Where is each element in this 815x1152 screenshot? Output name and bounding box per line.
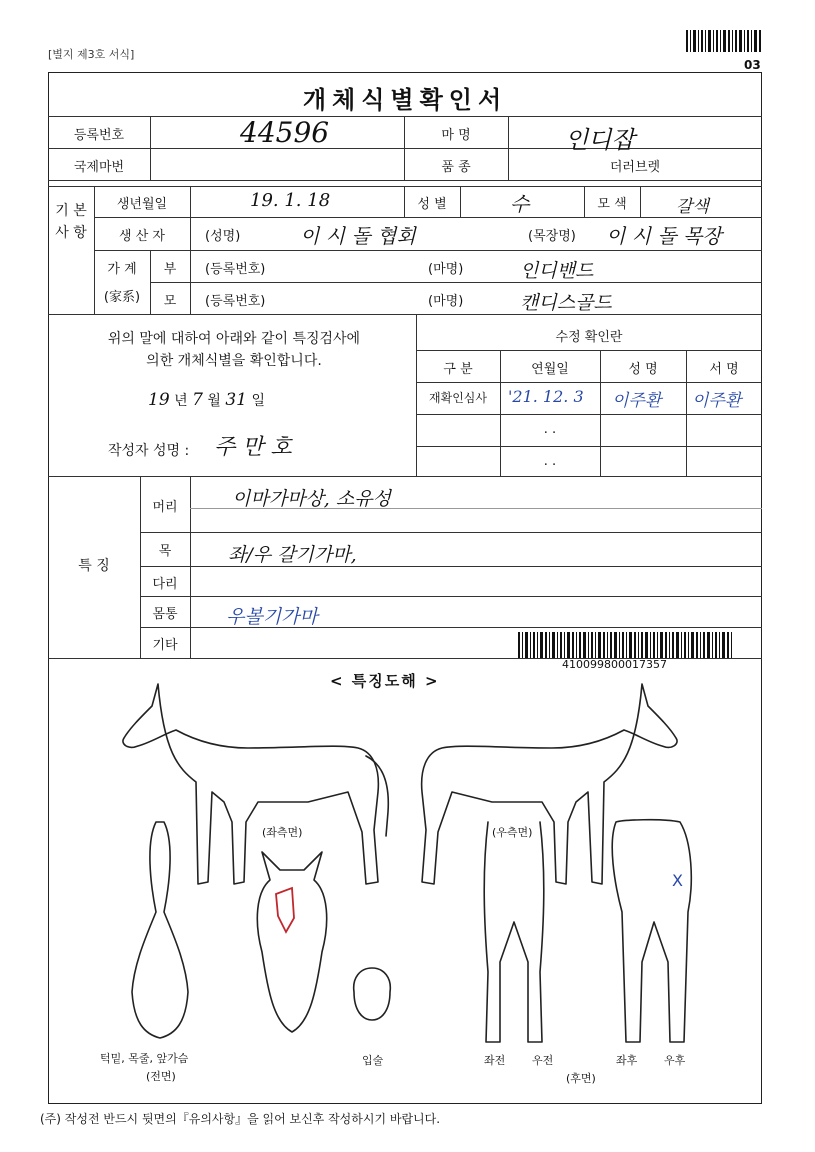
revision-col-sign: 서 명 bbox=[709, 362, 739, 377]
confirm-day: 31 bbox=[225, 390, 247, 410]
middle-barcode bbox=[518, 632, 736, 658]
revision-row2-date: . . bbox=[543, 422, 557, 437]
body-label: 몸통 bbox=[152, 607, 178, 622]
confirm-date bbox=[148, 390, 265, 410]
confirm-year: 19 bbox=[148, 390, 170, 410]
features-section-label: 특 징 bbox=[78, 558, 110, 574]
sire-name-value: 인디밴드 bbox=[520, 260, 594, 282]
birth-label: 생년월일 bbox=[116, 197, 168, 212]
dam-reg-label: (등록번호) bbox=[205, 294, 266, 309]
lips-caption: 입술 bbox=[362, 1054, 384, 1067]
rear-view bbox=[612, 820, 691, 1042]
family-label-hanja: (家系) bbox=[103, 290, 141, 305]
sex-label: 성 별 bbox=[417, 197, 447, 212]
front-right-caption: 우전 bbox=[532, 1054, 554, 1067]
front-left-caption: 좌전 bbox=[484, 1054, 506, 1067]
other-label: 기타 bbox=[152, 638, 178, 653]
writer-label: 작성자 성명 : bbox=[108, 443, 190, 459]
breed-value: 더러브렛 bbox=[609, 160, 661, 175]
revision-row1-name: 이주환 bbox=[612, 391, 662, 411]
month-label: 월 bbox=[207, 393, 221, 409]
sire-label: 부 bbox=[163, 262, 177, 277]
head-value: 이마가마상, 소유성 bbox=[232, 488, 391, 510]
body-value: 우볼기가마 bbox=[226, 606, 318, 628]
barcode-number: 410099800017357 bbox=[562, 658, 667, 671]
front-caption: 턱밑, 목줄, 앞가슴 bbox=[100, 1052, 189, 1065]
dam-name-value: 캔디스골드 bbox=[520, 292, 612, 314]
right-side-horse bbox=[422, 684, 677, 884]
breeder-name-value: 이 시 돌 협회 bbox=[300, 224, 416, 248]
horse-diagram bbox=[48, 672, 762, 1102]
confirm-statement-line2: 의한 개체식별을 확인합니다. bbox=[146, 353, 322, 369]
breeder-label: 생 산 자 bbox=[119, 229, 165, 244]
revision-col-type: 구 분 bbox=[443, 362, 473, 377]
ranch-label: (목장명) bbox=[528, 229, 576, 244]
horse-name-value: 인디잡 bbox=[565, 126, 635, 154]
neck-label: 목 bbox=[158, 544, 172, 559]
revision-col-date: 연월일 bbox=[531, 362, 569, 377]
reg-no-label: 등록번호 bbox=[73, 128, 125, 143]
color-label: 모 색 bbox=[597, 197, 627, 212]
document-title: 개체식별확인서 bbox=[302, 86, 508, 114]
neck-value: 좌/우 갈기가마, bbox=[228, 544, 357, 566]
day-label: 일 bbox=[251, 393, 265, 409]
footnote: (주) 작성전 반드시 뒷면의『유의사항』을 읽어 보신후 작성하시기 바랍니다. bbox=[40, 1112, 441, 1126]
revision-row1-type: 재확인심사 bbox=[429, 391, 487, 405]
revision-col-name: 성 명 bbox=[628, 362, 658, 377]
sire-reg-label: (등록번호) bbox=[205, 262, 266, 277]
front-legs-view bbox=[484, 822, 544, 1042]
front-label: (전면) bbox=[146, 1070, 176, 1083]
dam-name-label: (마명) bbox=[428, 294, 464, 309]
lips-view bbox=[354, 968, 391, 1020]
legs-label: 다리 bbox=[152, 577, 178, 592]
family-label: 가 계 bbox=[107, 262, 137, 277]
intl-no-label: 국제마번 bbox=[73, 160, 125, 175]
rear-right-caption: 우후 bbox=[664, 1054, 686, 1067]
top-barcode bbox=[686, 30, 762, 52]
page-number: 03 bbox=[744, 58, 761, 72]
rear-label: (후면) bbox=[566, 1072, 596, 1085]
revision-title: 수정 확인란 bbox=[555, 330, 623, 345]
basic-section-label: 기 본 사 항 bbox=[55, 203, 87, 241]
head-front-view bbox=[257, 852, 326, 1032]
forehead-marking bbox=[276, 888, 294, 932]
right-side-caption: (우측면) bbox=[492, 826, 533, 839]
sire-name-label: (마명) bbox=[428, 262, 464, 277]
breeder-name-label: (성명) bbox=[205, 229, 241, 244]
confirm-month: 7 bbox=[192, 390, 203, 410]
revision-row3-date: . . bbox=[543, 454, 557, 469]
birth-value: 19. 1. 18 bbox=[250, 190, 331, 211]
writer-value: 주 만 호 bbox=[214, 435, 292, 460]
rear-left-caption: 좌후 bbox=[616, 1054, 638, 1067]
revision-row1-date: '21. 12. 3 bbox=[508, 387, 584, 406]
diagram-title: < 특징도해 > bbox=[330, 672, 440, 690]
head-label: 머리 bbox=[152, 500, 178, 515]
ranch-value: 이 시 돌 목장 bbox=[606, 224, 722, 248]
front-neck-view bbox=[132, 822, 188, 1038]
left-side-caption: (좌측면) bbox=[262, 826, 303, 839]
breed-label: 품 종 bbox=[441, 160, 471, 175]
rump-marking: X bbox=[672, 871, 683, 890]
dam-label: 모 bbox=[163, 294, 177, 309]
revision-row1-sign: 이주환 bbox=[692, 391, 742, 411]
left-side-horse bbox=[123, 684, 378, 884]
color-value: 갈색 bbox=[676, 197, 709, 217]
horse-name-label: 마 명 bbox=[441, 128, 471, 143]
form-number-label: [별지 제3호 서식] bbox=[48, 48, 135, 61]
sex-value: 수 bbox=[510, 192, 530, 216]
year-label: 년 bbox=[174, 393, 188, 409]
reg-no-value: 44596 bbox=[240, 116, 330, 149]
confirm-statement-line1: 위의 말에 대하여 아래와 같이 특징검사에 bbox=[107, 331, 361, 347]
